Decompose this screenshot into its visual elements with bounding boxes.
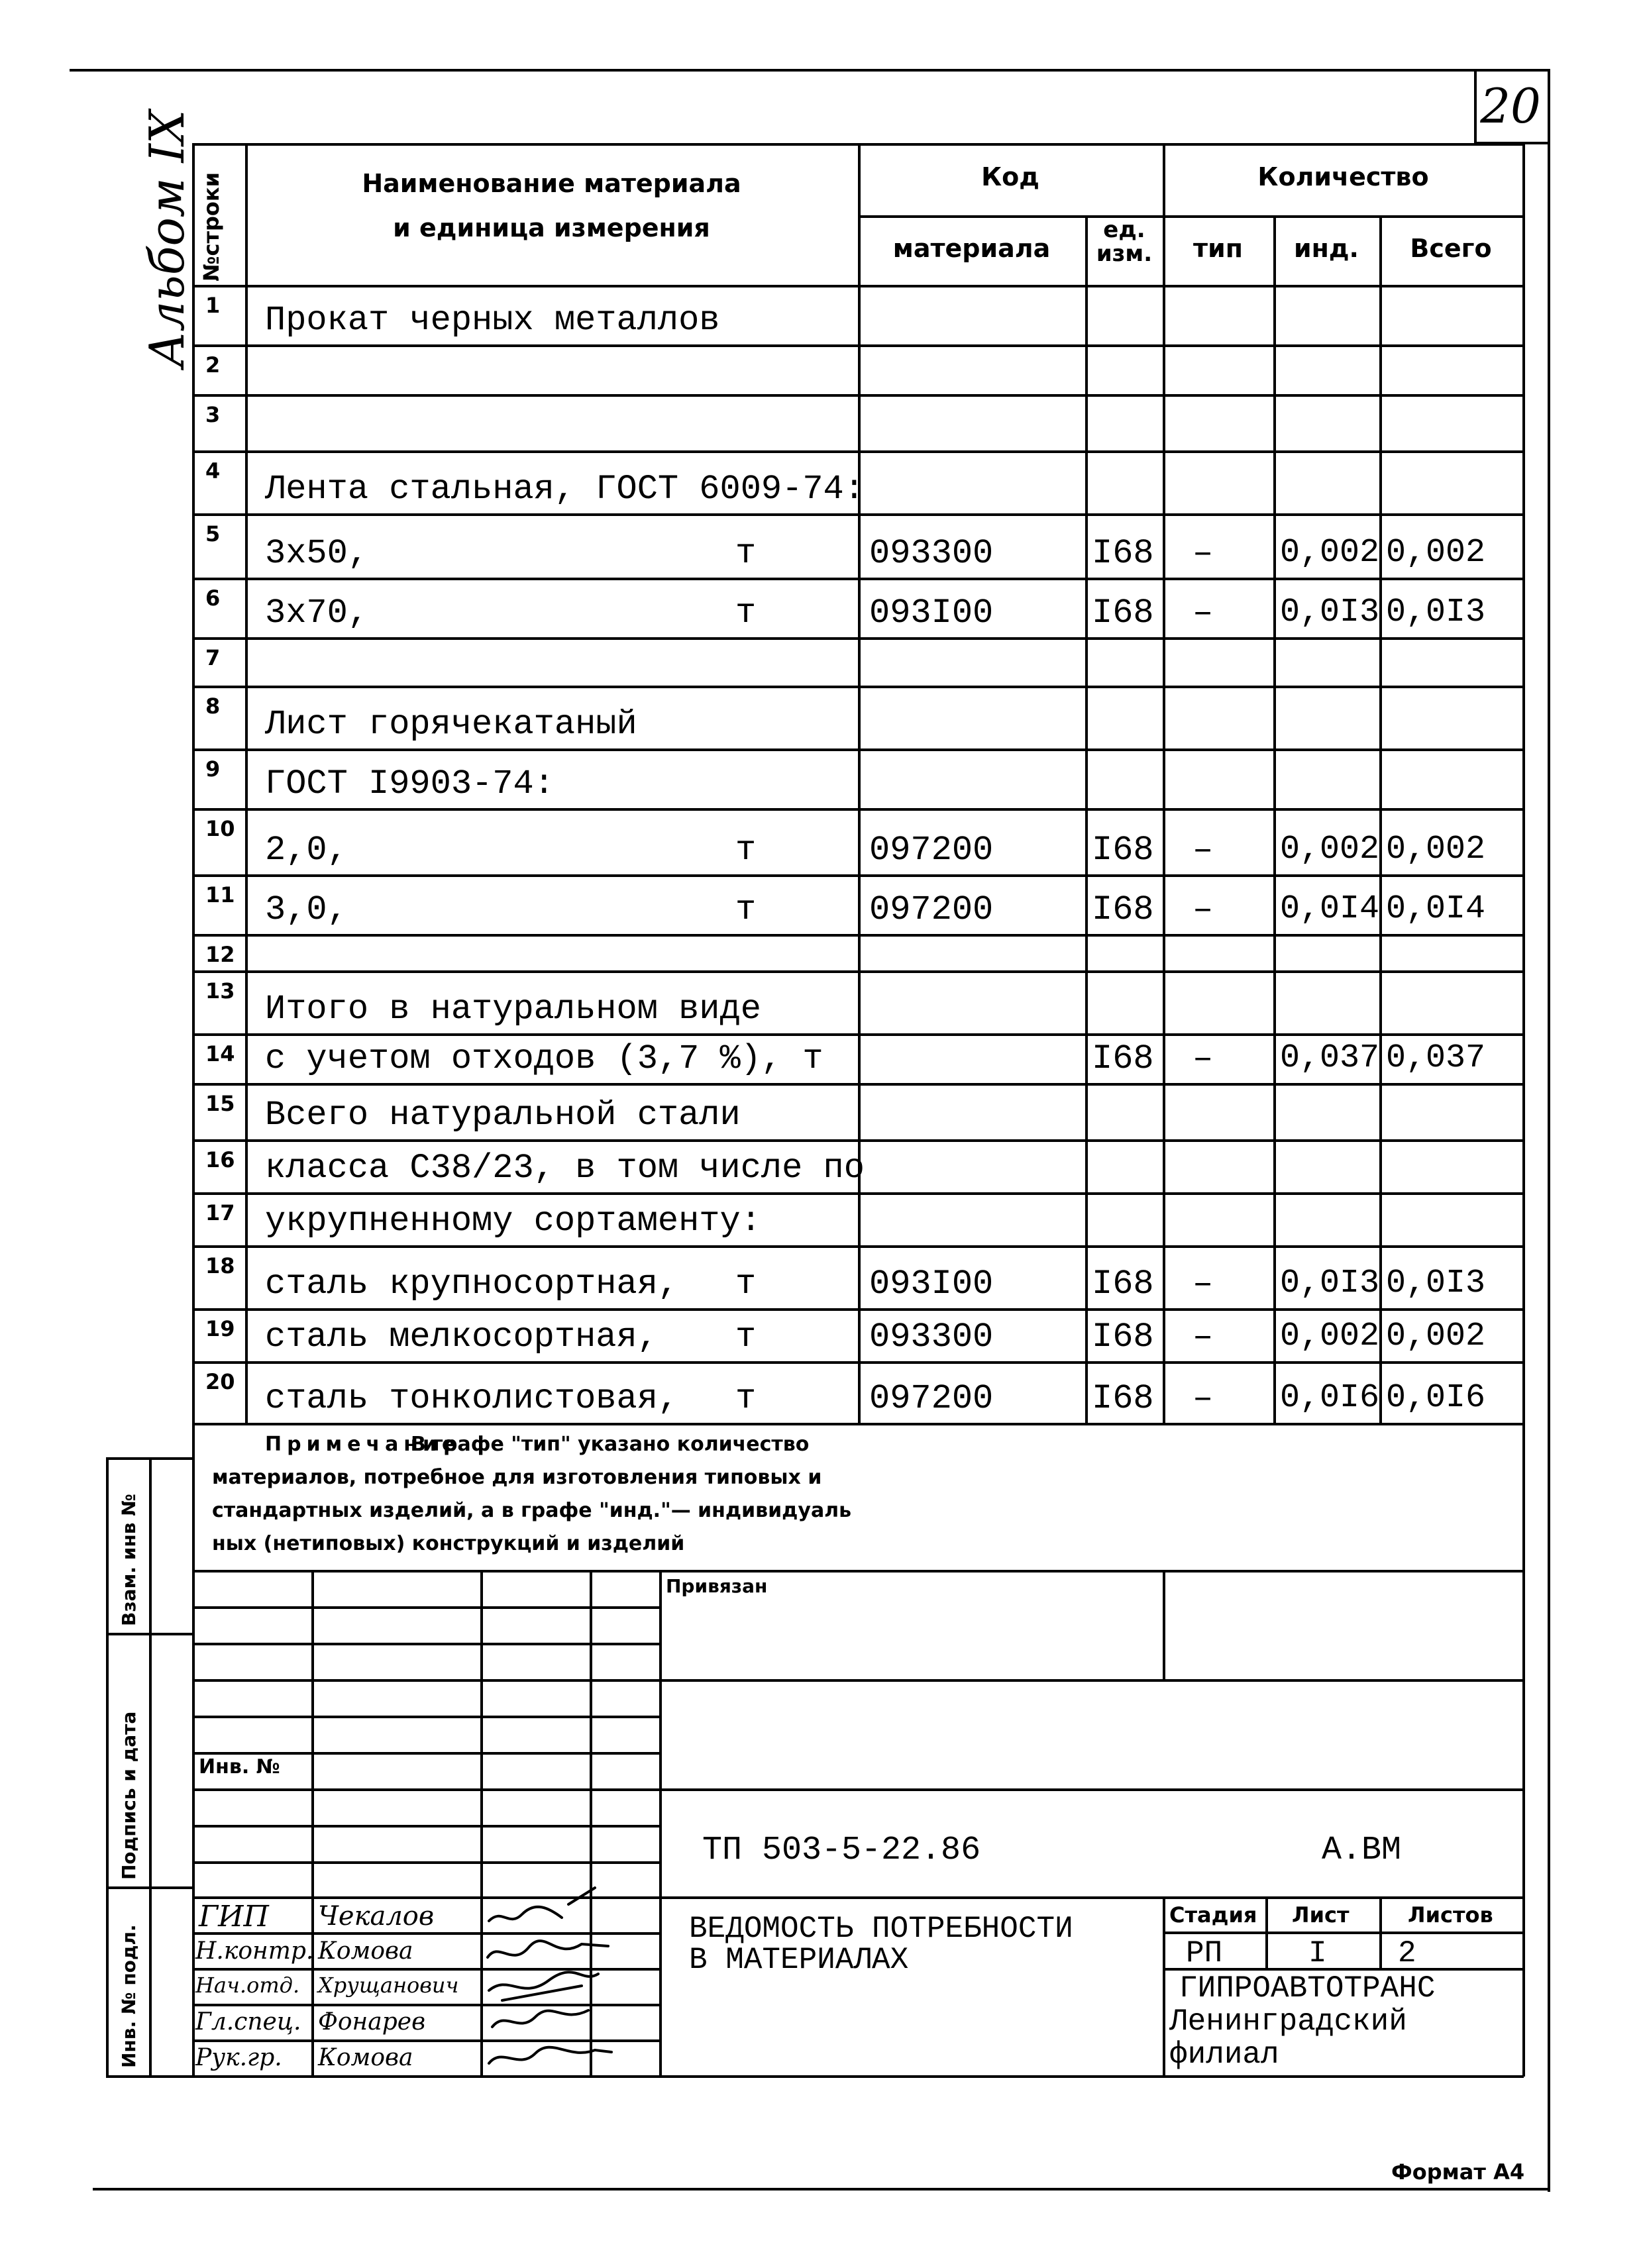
unit-code: I68 <box>1092 1264 1154 1304</box>
side-label-inv-orig: Инв. № подл. <box>118 1924 140 2068</box>
header-name-line1: Наименование материала <box>362 169 741 198</box>
header-quantity: Количество <box>1257 162 1429 191</box>
material-name: 3,0, <box>265 890 348 929</box>
side-label-replace-inv: Взам. инв № <box>118 1494 140 1626</box>
unit-code: I68 <box>1092 1317 1154 1357</box>
row-number: 13 <box>205 978 235 1004</box>
sig-role: ГИП <box>199 1900 269 1933</box>
qty-type: – <box>1192 593 1214 633</box>
qty-type: – <box>1192 1379 1214 1418</box>
qty-total: 0,002 <box>1386 1317 1486 1355</box>
row-number: 16 <box>205 1147 235 1172</box>
qty-ind: 0,0I3 <box>1280 593 1380 631</box>
org-line2: Ленинградский <box>1169 2004 1407 2039</box>
qty-ind: 0,002 <box>1280 534 1380 572</box>
material-name: сталь тонколистовая, <box>265 1379 679 1418</box>
qty-type: – <box>1192 1264 1214 1304</box>
header-qty-ind: инд. <box>1293 234 1359 263</box>
unit: т <box>735 534 757 573</box>
album-label: Альбом IX <box>139 109 195 368</box>
qty-total: 0,0I3 <box>1386 593 1486 631</box>
header-qty-total: Всего <box>1410 234 1492 263</box>
sig-role: Нач.отд. <box>195 1973 300 1998</box>
material-code: 097200 <box>869 1379 994 1418</box>
sheet-number: 20 <box>1480 78 1541 134</box>
qty-total: 0,037 <box>1386 1039 1486 1077</box>
note-title: Примечание <box>265 1433 461 1456</box>
sig-role: Рук.гр. <box>195 2044 282 2071</box>
sig-role: Н.контр. <box>195 1937 314 1965</box>
note-line2: материалов, потребное для изготовления типовых и <box>212 1466 822 1489</box>
sig-name: Чекалов <box>318 1901 435 1932</box>
sig-role: Гл.спец. <box>195 2008 301 2036</box>
material-name: укрупненному сортаменту: <box>265 1202 761 1241</box>
unit-code: I68 <box>1092 831 1154 870</box>
qty-type: – <box>1192 831 1214 870</box>
unit-code: I68 <box>1092 890 1154 929</box>
row-number: 5 <box>205 521 221 546</box>
format-label: Формат А4 <box>1391 2159 1525 2185</box>
row-number: 20 <box>205 1369 235 1394</box>
header-row-number: №строки <box>199 172 224 282</box>
material-name: с учетом отходов (3,7 %), т <box>265 1039 823 1078</box>
unit-code: I68 <box>1092 1379 1154 1418</box>
sig-name: Фонарев <box>318 2008 426 2036</box>
material-code: 093300 <box>869 534 994 573</box>
unit-code: I68 <box>1092 1039 1154 1078</box>
row-number: 18 <box>205 1253 235 1278</box>
qty-total: 0,0I4 <box>1386 890 1486 928</box>
material-name: 3x70, <box>265 593 369 633</box>
sheets-label: Листов <box>1408 1902 1493 1928</box>
material-code: 093I00 <box>869 593 994 633</box>
unit: т <box>735 1379 757 1418</box>
row-number: 4 <box>205 458 221 484</box>
row-number: 15 <box>205 1091 235 1116</box>
row-number: 3 <box>205 402 221 427</box>
qty-total: 0,0I6 <box>1386 1379 1486 1417</box>
row-number: 11 <box>205 882 235 907</box>
row-number: 1 <box>205 293 221 318</box>
doc-title-line1: ВЕДОМОСТЬ ПОТРЕБНОСТИ <box>689 1912 1073 1946</box>
doc-mark: А.ВМ <box>1322 1831 1402 1869</box>
sig-name: Комова <box>318 1937 413 1965</box>
sheet-label: Лист <box>1292 1902 1350 1928</box>
note-line4: ных (нетиповых) конструкций и изделий <box>212 1532 685 1555</box>
qty-ind: 0,002 <box>1280 1317 1380 1355</box>
material-name: сталь мелкосортная, <box>265 1317 658 1357</box>
note-line3: стандартных изделий, а в графе "инд."— индивидуаль <box>212 1499 852 1522</box>
material-name: Итого в натуральном виде <box>265 990 761 1029</box>
material-name: ГОСТ I9903-74: <box>265 764 555 803</box>
row-number: 10 <box>205 816 235 841</box>
header-name-line2: и единица измерения <box>393 213 710 242</box>
signature-scribbles <box>482 1868 615 2077</box>
material-code: 097200 <box>869 890 994 929</box>
header-code: Код <box>981 162 1039 191</box>
material-name: сталь крупносортная, <box>265 1264 679 1304</box>
unit: т <box>735 1317 757 1357</box>
unit: т <box>735 831 757 870</box>
unit: т <box>735 593 757 633</box>
header-code-unit: ед. изм. <box>1096 217 1153 267</box>
row-number: 17 <box>205 1200 235 1225</box>
qty-type: – <box>1192 534 1214 573</box>
header-code-material: материала <box>892 234 1051 263</box>
org-line1: ГИПРОАВТОТРАНС <box>1179 1971 1436 2006</box>
material-name: 2,0, <box>265 831 348 870</box>
qty-total: 0,0I3 <box>1386 1264 1486 1302</box>
qty-ind: 0,0I6 <box>1280 1379 1380 1417</box>
header-qty-type: тип <box>1193 234 1243 263</box>
unit-code: I68 <box>1092 534 1154 573</box>
material-name: Лист горячекатаный <box>265 705 637 744</box>
sheets-value: 2 <box>1398 1936 1416 1971</box>
material-name: Прокат черных металлов <box>265 301 720 340</box>
row-number: 6 <box>205 586 221 611</box>
row-number: 9 <box>205 756 221 782</box>
qty-type: – <box>1192 1039 1214 1078</box>
stage-label: Стадия <box>1169 1902 1257 1928</box>
qty-total: 0,002 <box>1386 831 1486 868</box>
material-name: Всего натуральной стали <box>265 1096 741 1135</box>
inv-label: Инв. № <box>199 1755 280 1778</box>
note-line1: В графе "тип" указано количество <box>411 1433 810 1456</box>
row-number: 2 <box>205 352 221 378</box>
material-code: 093300 <box>869 1317 994 1357</box>
org-line3: филиал <box>1169 2037 1279 2072</box>
qty-ind: 0,037 <box>1280 1039 1380 1077</box>
material-name: 3x50, <box>265 534 369 573</box>
row-number: 8 <box>205 694 221 719</box>
material-name: класса С38/23, в том числе по <box>265 1149 865 1188</box>
doc-title-line2: В МАТЕРИАЛАХ <box>689 1943 909 1977</box>
qty-ind: 0,0I3 <box>1280 1264 1380 1302</box>
qty-type: – <box>1192 890 1214 929</box>
qty-total: 0,002 <box>1386 534 1486 572</box>
qty-ind: 0,0I4 <box>1280 890 1380 928</box>
side-label-sign-date: Подпись и дата <box>118 1711 140 1880</box>
row-number: 14 <box>205 1041 235 1066</box>
attached-label: Привязан <box>666 1575 768 1597</box>
row-number: 12 <box>205 942 235 967</box>
row-number: 19 <box>205 1316 235 1341</box>
stage-value: РП <box>1186 1936 1223 1971</box>
sheet-value: I <box>1308 1936 1327 1971</box>
sig-name: Хрущанович <box>318 1973 459 1998</box>
unit: т <box>735 1264 757 1304</box>
qty-ind: 0,002 <box>1280 831 1380 868</box>
unit-code: I68 <box>1092 593 1154 633</box>
qty-type: – <box>1192 1317 1214 1357</box>
material-code: 093I00 <box>869 1264 994 1304</box>
sig-name: Комова <box>318 2044 413 2071</box>
unit: т <box>735 890 757 929</box>
doc-code: ТП 503-5-22.86 <box>702 1831 981 1869</box>
row-number: 7 <box>205 645 221 670</box>
material-name: Лента стальная, ГОСТ 6009-74: <box>265 470 865 509</box>
material-code: 097200 <box>869 831 994 870</box>
